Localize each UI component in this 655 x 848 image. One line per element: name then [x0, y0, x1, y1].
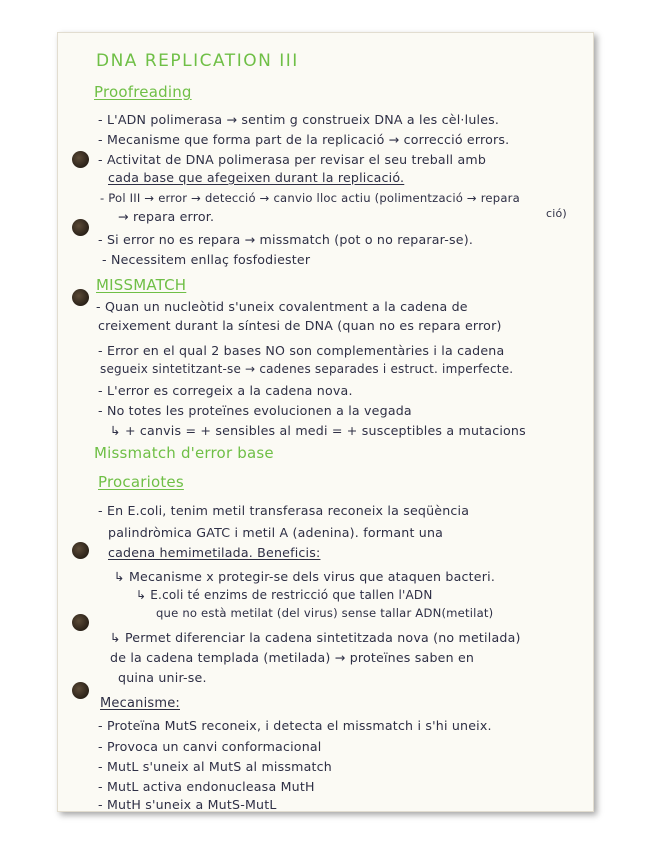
binder-hole [72, 289, 89, 306]
text-line: - Activitat de DNA polimerasa per revisar el seu treball amb [98, 152, 487, 167]
text-line: palindròmica GATC i metil A (adenina). formant una [108, 525, 444, 540]
text-line: - Provoca un canvi conformacional [98, 739, 322, 754]
binder-hole [72, 151, 89, 168]
text-line: - Necessitem enllaç fosfodiester [102, 252, 311, 267]
section-heading-mecanisme: Mecanisme: [100, 696, 180, 711]
binder-hole [72, 682, 89, 699]
text-line: cadena hemimetilada. Beneficis: [108, 545, 321, 560]
text-line: - Mecanisme que forma part de la replicació → correcció errors. [98, 132, 510, 147]
text-line: - Pol III → error → detecció → canvio lloc actiu (polimentzació → repara [100, 191, 520, 205]
binder-hole [72, 219, 89, 236]
text-line: creixement durant la síntesi de DNA (quan no es repara error) [98, 318, 502, 333]
text-line: de la cadena templada (metilada) → proteïnes saben en [110, 650, 475, 665]
text-line: - MutL s'uneix al MutS al missmatch [98, 759, 332, 774]
section-heading-missmatch-base: Missmatch d'error base [94, 444, 274, 462]
text-line: cada base que afegeixen durant la replicació. [108, 170, 405, 185]
text-line: ↳ Mecanisme x protegir-se dels virus que ataquen bacteri. [114, 569, 496, 584]
section-heading-missmatch: MISSMATCH [96, 276, 187, 294]
text-line: segueix sintetitzant-se → cadenes separades i estruct. imperfecte. [100, 362, 514, 376]
binder-hole [72, 542, 89, 559]
text-line: - L'error es corregeix a la cadena nova. [98, 383, 353, 398]
text-line: - MutL activa endonucleasa MutH [98, 779, 315, 794]
text-line: quina unir-se. [118, 670, 207, 685]
text-line: - Proteïna MutS reconeix, i detecta el missmatch i s'hi uneix. [98, 718, 492, 733]
text-line: → repara error. [118, 209, 215, 224]
text-line: que no està metilat (del virus) sense tallar ADN(metilat) [156, 606, 494, 620]
text-line: ↳ E.coli té enzims de restricció que tallen l'ADN [136, 588, 433, 602]
text-line: ↳ + canvis = + sensibles al medi = + susceptibles a mutacions [110, 423, 526, 438]
text-line: - MutH s'uneix a MutS-MutL [98, 797, 277, 812]
page-title: DNA REPLICATION III [96, 51, 299, 71]
text-line: - Error en el qual 2 bases NO son complementàries i la cadena [98, 343, 505, 358]
text-line: ció) [546, 207, 567, 220]
binder-hole [72, 614, 89, 631]
section-heading-proofreading: Proofreading [94, 83, 192, 101]
text-line: - En E.coli, tenim metil transferasa reconeix la seqüència [98, 503, 470, 518]
text-line: - No totes les proteïnes evolucionen a la vegada [98, 403, 412, 418]
subheading-procariotes: Procariotes [98, 473, 184, 491]
text-line: - Si error no es repara → missmatch (pot o no reparar-se). [98, 232, 474, 247]
text-line: - L'ADN polimerasa → sentim g construeix DNA a les cèl·lules. [98, 112, 500, 127]
text-line: - Quan un nucleòtid s'uneix covalentment a la cadena de [96, 299, 468, 314]
text-line: ↳ Permet diferenciar la cadena sintetitzada nova (no metilada) [110, 630, 521, 645]
notebook-page [57, 32, 594, 812]
